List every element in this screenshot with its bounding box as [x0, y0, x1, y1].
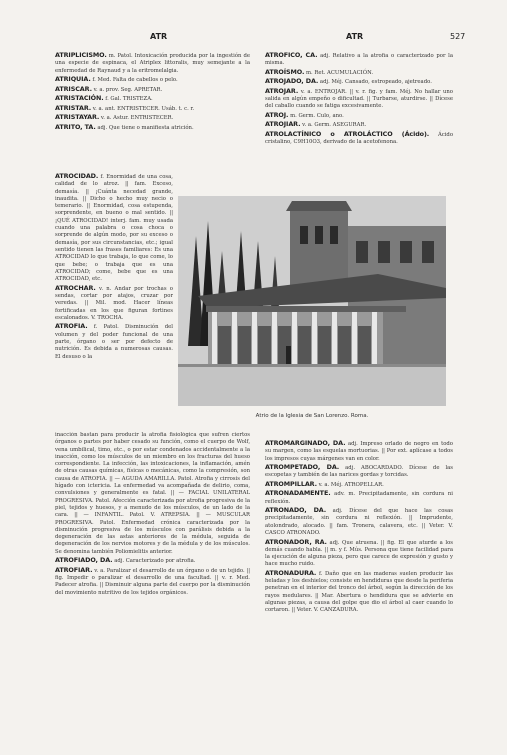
entry-definition: v. a. Germ. ASEGURAR. [302, 122, 367, 129]
entry-headword: ATRONADAMENTE. [265, 489, 331, 498]
dictionary-entry [55, 76, 250, 84]
entry-definition: adj. Impreso orlado de negro en todo su margen, como las esquelas mortuorias. || Por ext. aplícase a todos los impresos cuyas márgenes van en color. [265, 441, 453, 462]
dictionary-entry [265, 570, 453, 615]
entry-definition: adj. Que tiene o manifiesta atrición. [97, 124, 194, 131]
entry-definition: v. a. prov. Seg. APRETAR. [93, 86, 163, 93]
dictionary-entry [55, 285, 173, 322]
left-column-top [55, 52, 250, 170]
dictionary-entry [55, 323, 173, 360]
dictionary-entry [55, 52, 250, 75]
right-column-top [265, 52, 453, 192]
entry-headword: ATROFIA. [55, 322, 88, 331]
entry-definition: adj. Méj. Cansado, estropeado, ajetreado. [319, 79, 432, 86]
left-narrow-column [55, 173, 173, 431]
entry-definition: v. a. Astur. ENTRISTECER. [100, 115, 174, 122]
entry-headword: ATROMPETADO, DA. [265, 463, 340, 472]
entry-definition: v. n. Andar por trochas o sendas, cortar por atajos, cruzar por veredas. || Mil. mod. Hacer líneas fortificadas en los que figuran fortines escalonados. V. TROCHA. [55, 285, 173, 321]
dictionary-entry [55, 432, 250, 556]
entry-headword: ATROFIADO, DA. [55, 556, 113, 565]
entry-headword: ATRÓFICO, CA. [265, 52, 318, 59]
photo-caption: Atrio de la Iglesia de San Lorenzo. Roma. [255, 413, 369, 419]
dictionary-entry [55, 124, 250, 132]
entry-headword: ATRISTACIÓN. [55, 94, 104, 103]
entry-headword: ATRIPLICISMO. [55, 52, 107, 59]
entry-definition: m. Ret. ACUMULACIÓN. [306, 69, 374, 76]
page-header [0, 32, 507, 46]
dictionary-entry [55, 114, 250, 122]
entry-definition: m. Germ. Culo, ano. [290, 112, 344, 119]
dictionary-entry [55, 173, 173, 283]
dictionary-entry [55, 557, 250, 565]
dictionary-entry [55, 105, 250, 113]
dictionary-entry [55, 86, 250, 94]
entry-headword: ATRONADOR, RA. [265, 537, 327, 546]
entry-headword: ATROCIDAD. [55, 173, 99, 180]
dictionary-entry [55, 95, 250, 103]
church-illustration [178, 196, 446, 406]
entry-headword: ATRONADO, DA. [265, 506, 327, 515]
entry-definition: adj. Dícese del que hace las cosas precipitadamente, sin cordura ni reflexión. || Imprudente, atolondrado, alocado. || fam. Tronera, calavera, etc. || Veter. V. CASCO ATRONADO. [265, 508, 453, 537]
dictionary-entry [55, 567, 250, 597]
entry-headword: ATRISCAR. [55, 84, 92, 93]
entry-headword: ATRITO, TA. [55, 122, 96, 131]
entry-definition: v. a. ant. ENTRISTECER. Usáb. t. c. r. [92, 105, 195, 112]
dictionary-entry [265, 69, 453, 77]
entry-headword: ATROJIAR. [265, 120, 301, 129]
entry-headword: ATROMPILLAR. [265, 479, 317, 488]
entry-headword: ATRIQUIA. [55, 75, 91, 84]
dictionary-entry [265, 490, 453, 506]
dictionary-entry [265, 464, 453, 480]
entry-definition: adj. Caracterizado por atrofia. [114, 558, 196, 565]
entry-definition: v. a. Méj. ATROPELLAR. [318, 481, 384, 488]
entry-definition: adj. ABOCARDADO. Dícese de las escopetas y también de las narices gordas y torcidas. [265, 465, 453, 479]
entry-headword: ATROFIAR. [55, 565, 93, 574]
right-running-head: ATR [346, 32, 364, 41]
entry-definition: Ácido cristalino, C9H10O3, derivado de la acetofenona. [265, 131, 453, 146]
entry-headword: ATROJADO, DA. [265, 77, 319, 86]
entry-definition: adj. Relativo a la atrofia o caracterizado por la misma. [265, 53, 453, 67]
dictionary-entry [265, 88, 453, 111]
entry-definition: inacción bastan para producir la atrofia fisiológica que sufren ciertos órganos o partes por haber cesado su función, como el cuerpo de Wolf, vena umbilical, timo, etc., o por estar condenados accidentalmente a la inacción, como los músculos de un miembro en los fracturas del hueso correspondiente. La infección, las intoxicaciones, la inflamación, amén de otras causas químicas, físicas o mecánicas, como la compresión, son causa de ATROFIA. || — AGUDA AMARILLA. Patol. Atrofia y cirrosis del hígado con ictericia. La enfermedad va acompañada de delirio, coma, convulsiones y generalmente es fatal. || — FACIAL UNILATERAL PROGRESIVA. Patol. Afección caracterizada por atrofia progresiva de la piel, tejidos y huesos, y a menudo de los músculos, de un lado de la cara. || — INFANTIL. Patol. V. ATREPSIA. || — MUSCULAR PROGRESIVA. Patol. Enfermedad crónica caracterizada por la disminución progresiva de los músculos con parálisis debida a la degeneración de las astas anteriores de la médula, seguida de degeneración de los nervios motores y de la médula y de los músculos. Se denomina también Poliomielitis anterior. [55, 432, 250, 555]
dictionary-entry [265, 507, 453, 537]
entry-definition: f. Enormidad de una cosa, calidad de lo atroz. || fam. Exceso, demasía. || ¡Cuánta necedad grande, inaudita. || Dicho o hecho muy necio o temerario. || Enormidad, cosa estupenda, sorprendente, en bueno o mal sentido. || ¡QUÉ ATROCIDAD! interj. fam. muy usada cuando una palabra o cosa choca o sorprende de algún modo, por su exceso o demasía, por sus circunstancias, etc.; igual sentido tienen las frases familiares: Es una ATROCIDAD lo que trabaja, lo que come, lo que bebe; o trabaja que es una ATROCIDAD; come, bebe que es una ATROCIDAD, etc. [55, 174, 173, 283]
entry-headword: ATRONADURA. [265, 568, 317, 577]
entry-definition: m. Patol. Intoxicación producida por la ingestión de una especie de espinaca, el Atriplex littoralis, muy semejante a la enfermedad de Raynaud y a la eritromelalgia. [55, 53, 250, 74]
entry-headword: ATROÍSMO. [265, 67, 305, 76]
dictionary-entry [265, 539, 453, 569]
entry-definition: f. Daño que en las maderas suelen producir las heladas y los deshielos; consiste en hendiduras que desde la periferia penetran en el interior del tronco del árbol, según la dirección de los rayos medulares. || Mar. Abertura o hendidura que se advierte en algunas piezas, a causa del golpe que dio el árbol al caer cuando lo cortaron. || Veter. V. CANZADURA. [265, 570, 453, 614]
entry-definition: f. Gal. TRISTEZA. [105, 96, 153, 103]
entry-definition: adv. m. Precipitadamente, sin cordura ni reflexión. [265, 491, 453, 505]
dictionary-entry [265, 52, 453, 68]
entry-headword: ATROLACTÍNICO o ATROLÁCTICO (Ácido). [265, 129, 430, 138]
entry-headword: ATROJAR. [265, 86, 299, 95]
dictionary-entry [265, 112, 453, 120]
dictionary-entry [265, 78, 453, 86]
entry-headword: ATROCHAR. [55, 283, 96, 292]
dictionary-entry [265, 131, 453, 147]
dictionary-entry [265, 481, 453, 489]
page-number: 527 [450, 32, 466, 41]
church-photograph [178, 196, 446, 406]
dictionary-entry [265, 440, 453, 463]
entry-definition: v. a. ENTROJAR. || v. r. fig. y fam. Méj. No hallar uno salida en algún empeño o dificultad. || Turbarse, aturdirse. || Dícese del caballo cuando se fatiga excesivamente. [265, 88, 453, 110]
left-running-head: ATR [150, 32, 168, 41]
entry-headword: ATRISTAYAR. [55, 113, 100, 122]
entry-headword: ATRISTAR. [55, 103, 92, 112]
entry-headword: ATROMARGINADO, DA. [265, 440, 346, 447]
right-column-bottom [265, 440, 453, 735]
entry-headword: ATROJ. [265, 110, 289, 119]
dictionary-entry [265, 121, 453, 129]
entry-definition: f. Patol. Disminución del volumen y del poder funcional de una parte, órgano o ser por defecto de nutrición. Es debida a numerosas causas. El desuso o la [55, 324, 173, 360]
entry-definition: adj. Que atruena. || fig. El que aturde a los demás cuando habla. || m. y f. Mús. Persona que tiene facilidad para la ejecución de alguna pieza, pero que carece de expresión y gusto y hace mucho ruido. [265, 539, 453, 568]
entry-definition: v. a. Paralizar el desarrollo de un órgano o de un tejido. || fig. Impedir o paralizar el desarrollo de una facultad. || v. r. Med. Padecer atrofia. || Disminuir alguna parte del cuerpo por la disminución del movimiento nutritivo de los tejidos orgánicos. [55, 567, 250, 596]
entry-definition: f. Med. Falta de cabellos o pelo. [92, 77, 178, 84]
left-column-bottom [55, 432, 250, 737]
